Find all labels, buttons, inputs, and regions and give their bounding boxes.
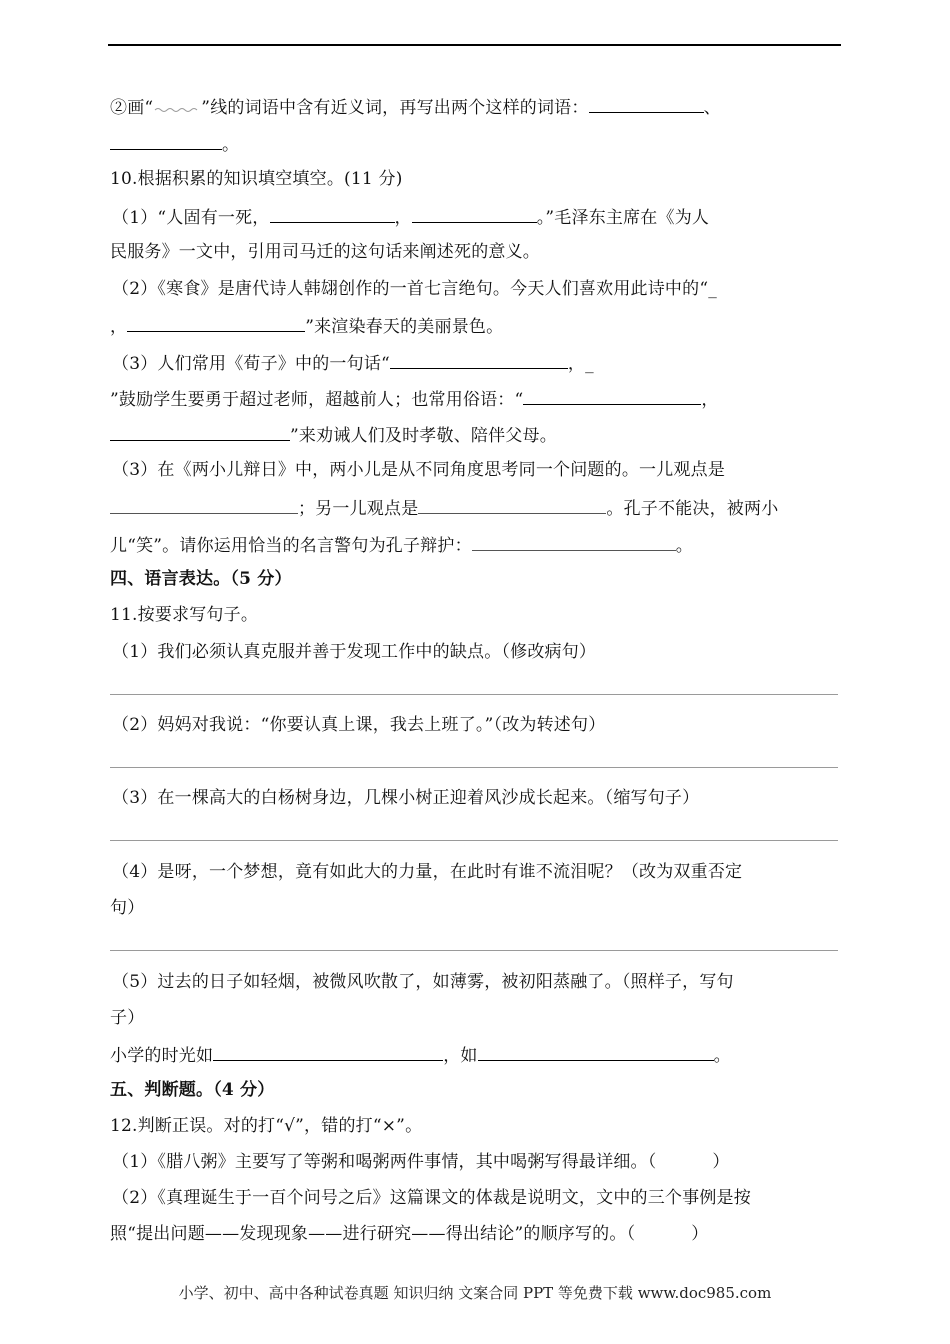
blank-field[interactable] <box>110 495 298 514</box>
q9-line-2: 。 <box>110 131 239 157</box>
q9-line: ②画“ ”线的词语中含有近义词，再写出两个这样的词语： 、 <box>110 94 721 120</box>
q10-part4: （3）在《两小儿辩日》中，两小儿是从不同角度思考同一个问题的。一儿观点是 <box>112 460 726 480</box>
q10-part3-cont: ”鼓励学生要勇于超过老师，超越前人；也常用俗语：“ ， <box>110 386 719 412</box>
header-rule <box>108 44 841 46</box>
blank-field[interactable] <box>589 94 704 113</box>
sentence-task-4-cont: 句） <box>110 898 145 918</box>
section4-heading: 四、语言表达。（5 分） <box>110 569 292 589</box>
page-footer: 小学、初中、高中各种试卷真题 知识归纳 文案合同 PPT 等免费下载 www.doc985.com <box>178 1284 772 1302</box>
q10-part4-cont2: 儿“笑”。请你运用恰当的名言警句为孔子辩护： 。 <box>110 532 693 558</box>
blank-field[interactable] <box>213 1042 443 1061</box>
sentence-task-4: （4）是呀，一个梦想，竟有如此大的力量，在此时有谁不流泪呢？（改为双重否定 <box>112 862 743 882</box>
blank-field[interactable] <box>390 350 568 369</box>
judge-item-1: （1）《腊八粥》主要写了等粥和喝粥两件事情，其中喝粥写得最详细。（ ） <box>112 1152 730 1172</box>
section5-heading: 五、判断题。（4 分） <box>110 1080 275 1100</box>
q12-title: 12.判断正误。对的打“√”，错的打“×”。 <box>110 1116 423 1136</box>
sentence-task-5: （5）过去的日子如轻烟，被微风吹散了，如薄雾，被初阳蒸融了。（照样子，写句 <box>112 972 734 992</box>
answer-line-1[interactable] <box>110 694 838 695</box>
answer-line-3[interactable] <box>110 840 838 841</box>
answer-line-2[interactable] <box>110 767 838 768</box>
blank-field[interactable] <box>127 313 305 332</box>
answer-line-4[interactable] <box>110 950 838 951</box>
wavy-underline-icon <box>153 97 201 113</box>
sentence-task-1: （1）我们必须认真克服并善于发现工作中的缺点。（修改病句） <box>112 642 597 662</box>
sentence-task-3: （3）在一棵高大的白杨树身边，几棵小树正迎着风沙成长起来。（缩写句子） <box>112 788 700 808</box>
blank-field[interactable] <box>110 131 222 150</box>
q10-part1-cont: 民服务》一文中，引用司马迁的这句话来阐述死的意义。 <box>110 242 540 262</box>
blank-field[interactable] <box>418 495 606 514</box>
blank-field[interactable] <box>412 204 537 223</box>
sentence-task-5-cont: 子） <box>110 1008 145 1028</box>
q10-part1: （1）“人固有一死， ， 。”毛泽东主席在《为人 <box>112 204 709 230</box>
sentence-task-5-example: 小学的时光如 ，如 。 <box>110 1042 731 1068</box>
blank-field[interactable] <box>523 386 701 405</box>
sentence-task-2: （2）妈妈对我说：“你要认真上课，我去上班了。”（改为转述句） <box>112 715 606 735</box>
q10-part2: （2）《寒食》是唐代诗人韩翃创作的一首七言绝句。今天人们喜欢用此诗中的“_ <box>112 279 717 299</box>
judge-item-2: （2）《真理诞生于一百个问号之后》这篇课文的体裁是说明文，文中的三个事例是按 <box>112 1188 751 1208</box>
q10-part3: （3）人们常用《荀子》中的一句话“ ，_ <box>112 350 594 376</box>
judge-item-2-cont: 照“提出问题——发现现象——进行研究——得出结论”的顺序写的。（ ） <box>110 1224 709 1244</box>
q10-title: 10.根据积累的知识填空填空。(11 分) <box>110 169 403 189</box>
q11-title: 11.按要求写句子。 <box>110 605 259 625</box>
q10-part3-cont2: ”来劝诫人们及时孝敬、陪伴父母。 <box>110 422 557 448</box>
q10-part4-cont: ；另一儿观点是 。孔子不能决，被两小 <box>110 495 778 521</box>
q10-part2-cont: ， ”来渲染春天的美丽景色。 <box>110 313 503 339</box>
blank-field[interactable] <box>478 1042 714 1061</box>
blank-field[interactable] <box>472 532 676 551</box>
blank-field[interactable] <box>270 204 395 223</box>
blank-field[interactable] <box>110 422 290 441</box>
